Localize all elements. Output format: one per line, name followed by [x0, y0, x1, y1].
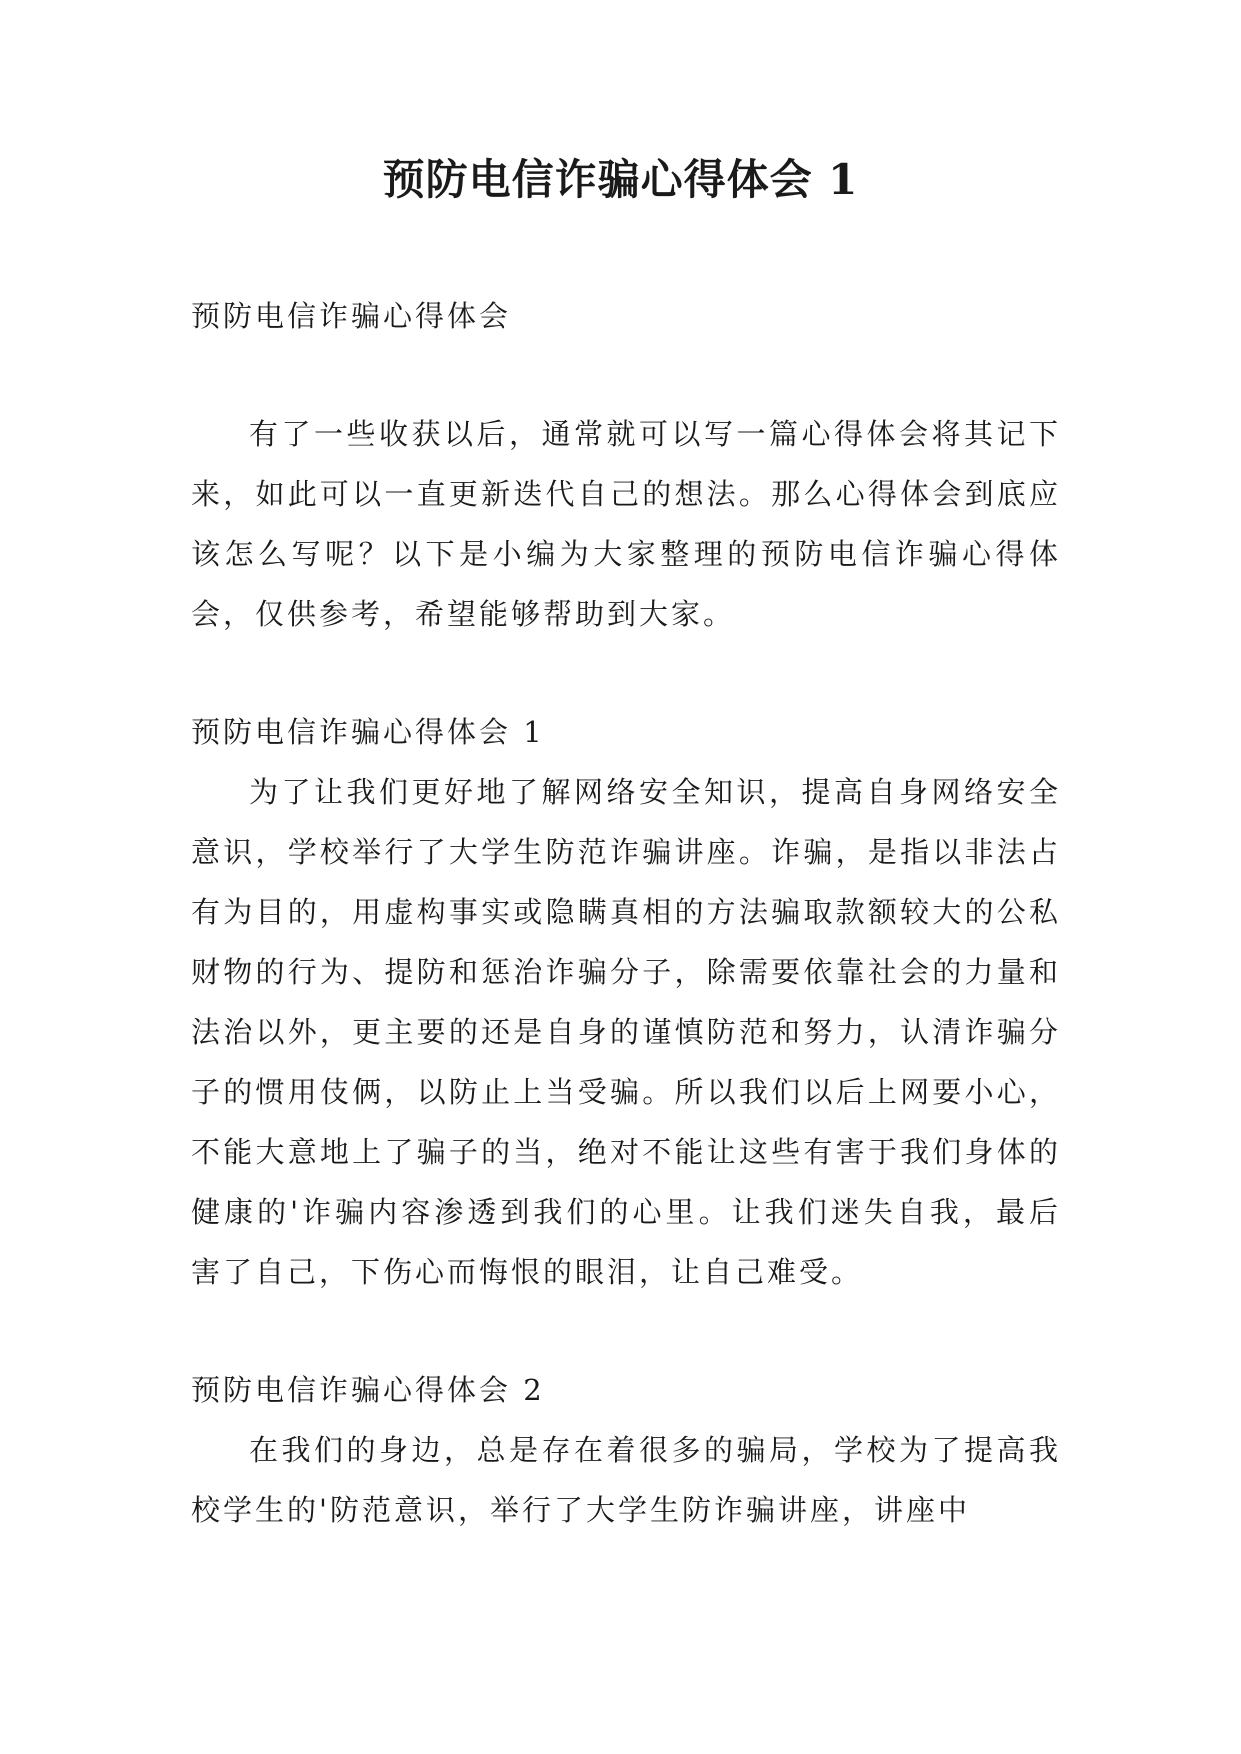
intro-heading: 预防电信诈骗心得体会	[191, 299, 512, 333]
intro-paragraph: 有了一些收获以后，通常就可以写一篇心得体会将其记下来，如此可以一直更新迭代自己的想法。那么心得体会到底应该怎么写呢？以下是小编为大家整理的预防电信诈骗心得体会，仅供参考，希望能够帮助到大家。	[191, 417, 1061, 631]
spacer	[191, 346, 1061, 404]
document-title: 预防电信诈骗心得体会 1	[382, 155, 859, 204]
section-2-heading: 预防电信诈骗心得体会 2	[191, 1373, 545, 1407]
spacer	[191, 644, 1061, 702]
document-body	[191, 286, 1061, 1540]
spacer	[191, 1302, 1061, 1360]
section-1-heading: 预防电信诈骗心得体会 1	[191, 715, 545, 749]
section-1-paragraph: 为了让我们更好地了解网络安全知识，提高自身网络安全意识，学校举行了大学生防范诈骗讲座。诈骗，是指以非法占有为目的，用虚构事实或隐瞒真相的方法骗取款额较大的公私财物的行为、提防和惩治诈骗分子，除需要依靠社会的力量和法治以外，更主要的还是自身的谨慎防范和努力，认清诈骗分子的惯用伎俩，以防止上当受骗。所以我们以后上网要小心，不能大意地上了骗子的当，绝对不能让这些有害于我们身体的健康的'诈骗内容渗透到我们的心里。让我们迷失自我，最后害了自己，下伤心而悔恨的眼泪，让自己难受。	[191, 775, 1061, 1289]
section-2-paragraph: 在我们的身边，总是存在着很多的骗局，学校为了提高我校学生的'防范意识，举行了大学生防诈骗讲座，讲座中	[191, 1433, 1061, 1527]
